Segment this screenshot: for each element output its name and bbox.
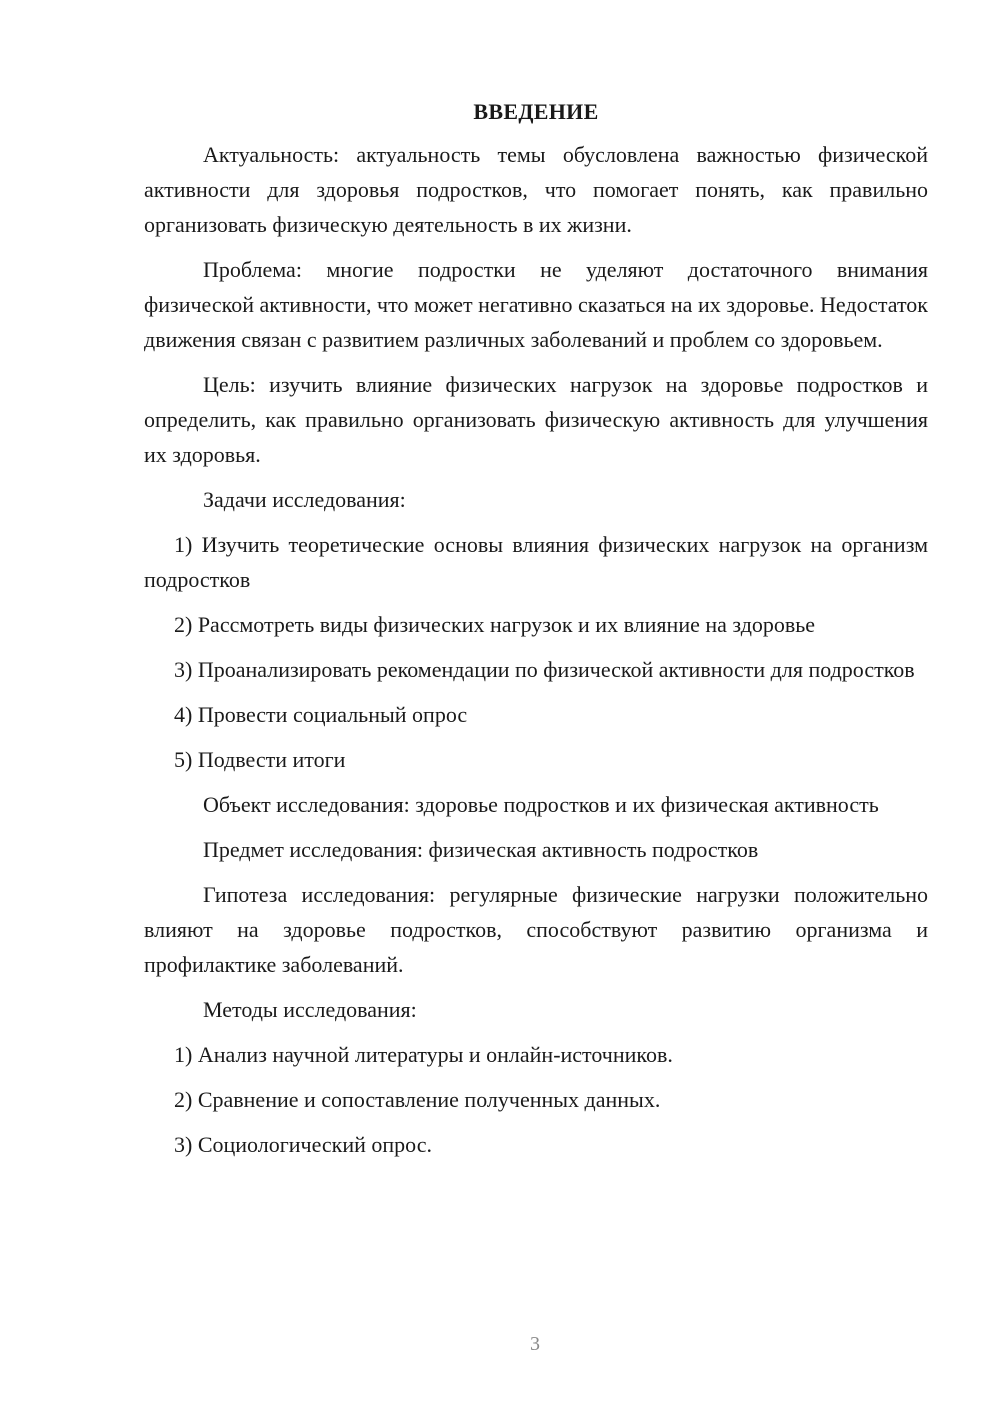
method-item-1: 1) Анализ научной литературы и онлайн-источников. xyxy=(174,1042,673,1067)
object-paragraph: Объект исследования: здоровье подростков и их физическая активность xyxy=(203,792,879,817)
tasks-heading: Задачи исследования: xyxy=(203,487,406,512)
task-item-2: 2) Рассмотреть виды физических нагрузок и их влияние на здоровье xyxy=(174,612,816,637)
method-item-2: 2) Сравнение и сопоставление полученных данных. xyxy=(174,1087,661,1112)
task-item-4: 4) Провести социальный опрос xyxy=(174,702,468,727)
section-title: ВВЕДЕНИЕ xyxy=(473,99,599,124)
task-item-3: 3) Проанализировать рекомендации по физической активности для подростков xyxy=(174,657,915,682)
method-item-3: 3) Социологический опрос. xyxy=(174,1132,432,1157)
task-item-5: 5) Подвести итоги xyxy=(174,747,346,772)
hypothesis-paragraph: Гипотеза исследования: регулярные физические нагрузки положительно влияют на здоровье подростков, способствуют развитию организма и профилактике заболеваний. xyxy=(144,882,928,977)
subject-paragraph: Предмет исследования: физическая активность подростков xyxy=(203,837,759,862)
task-item-1: 1) Изучить теоретические основы влияния физических нагрузок на организм подростков xyxy=(144,532,928,592)
document-page xyxy=(144,96,928,1172)
page-number: 3 xyxy=(530,1333,540,1355)
methods-heading: Методы исследования: xyxy=(203,997,417,1022)
goal-paragraph: Цель: изучить влияние физических нагрузок на здоровье подростков и определить, как правильно организовать физическую активность для улучшения их здоровья. xyxy=(144,372,928,467)
problem-paragraph: Проблема: многие подростки не уделяют достаточного внимания физической активности, что может негативно сказаться на их здоровье. Недостаток движения связан с развитием различных заболеваний и проблем со здоровьем. xyxy=(144,257,928,352)
relevance-paragraph: Актуальность: актуальность темы обусловлена важностью физической активности для здоровья подростков, что помогает понять, как правильно организовать физическую деятельность в их жизни. xyxy=(144,142,928,237)
